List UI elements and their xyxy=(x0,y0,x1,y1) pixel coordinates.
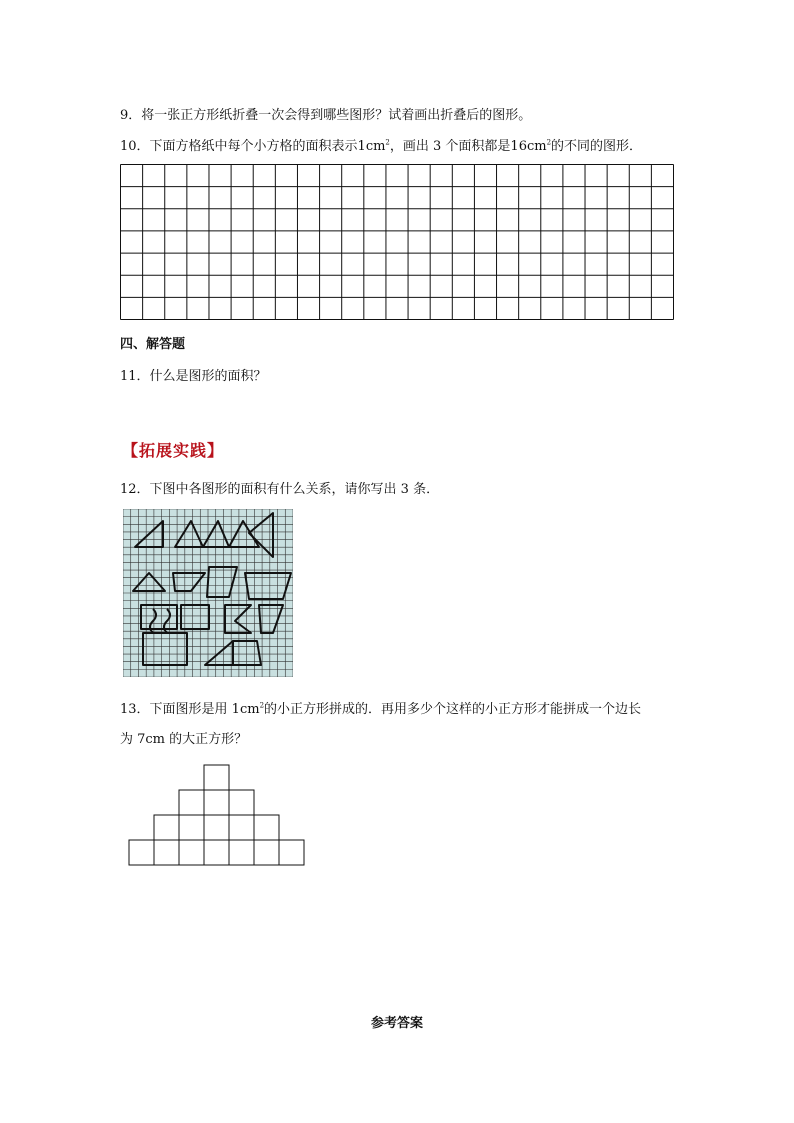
extension-title: 【拓展实践】 xyxy=(122,441,225,460)
unit-square xyxy=(254,840,279,865)
staircase-squares-figure xyxy=(128,764,306,868)
question-10: 10．下面方格纸中每个小方格的面积表示$1cm^2$，画出 3 个面积都是$16cm^2$的不同的图形． xyxy=(120,138,643,154)
unit-square xyxy=(154,840,179,865)
question-13-line-2: 为 7cm 的大正方形？ xyxy=(120,732,248,747)
unit-square xyxy=(154,815,179,840)
shapes-grid-figure xyxy=(123,509,293,677)
question-9: 9．将一张正方形纸折叠一次会得到哪些图形？试着画出折叠后的图形。 xyxy=(120,108,532,123)
unit-square xyxy=(204,840,229,865)
unit-square xyxy=(254,815,279,840)
unit-square xyxy=(129,840,154,865)
unit-square xyxy=(229,815,254,840)
question-13-line-1: 13．下面图形是用 $1cm^2$的小正方形拼成的．再用多少个这样的小正方形才能拼成一个边长 xyxy=(120,701,642,717)
unit-square xyxy=(204,790,229,815)
unit-square xyxy=(204,815,229,840)
grid-paper xyxy=(120,164,674,320)
unit-square xyxy=(204,765,229,790)
unit-square xyxy=(179,815,204,840)
question-12: 12．下图中各图形的面积有什么关系，请你写出 3 条． xyxy=(120,482,440,497)
question-11: 11．什么是图形的面积？ xyxy=(120,369,267,384)
unit-square xyxy=(179,840,204,865)
unit-square xyxy=(279,840,304,865)
answer-title: 参考答案 xyxy=(370,1016,423,1031)
section-4-title: 四、解答题 xyxy=(120,337,186,352)
unit-square xyxy=(229,840,254,865)
unit-square xyxy=(179,790,204,815)
unit-square xyxy=(229,790,254,815)
